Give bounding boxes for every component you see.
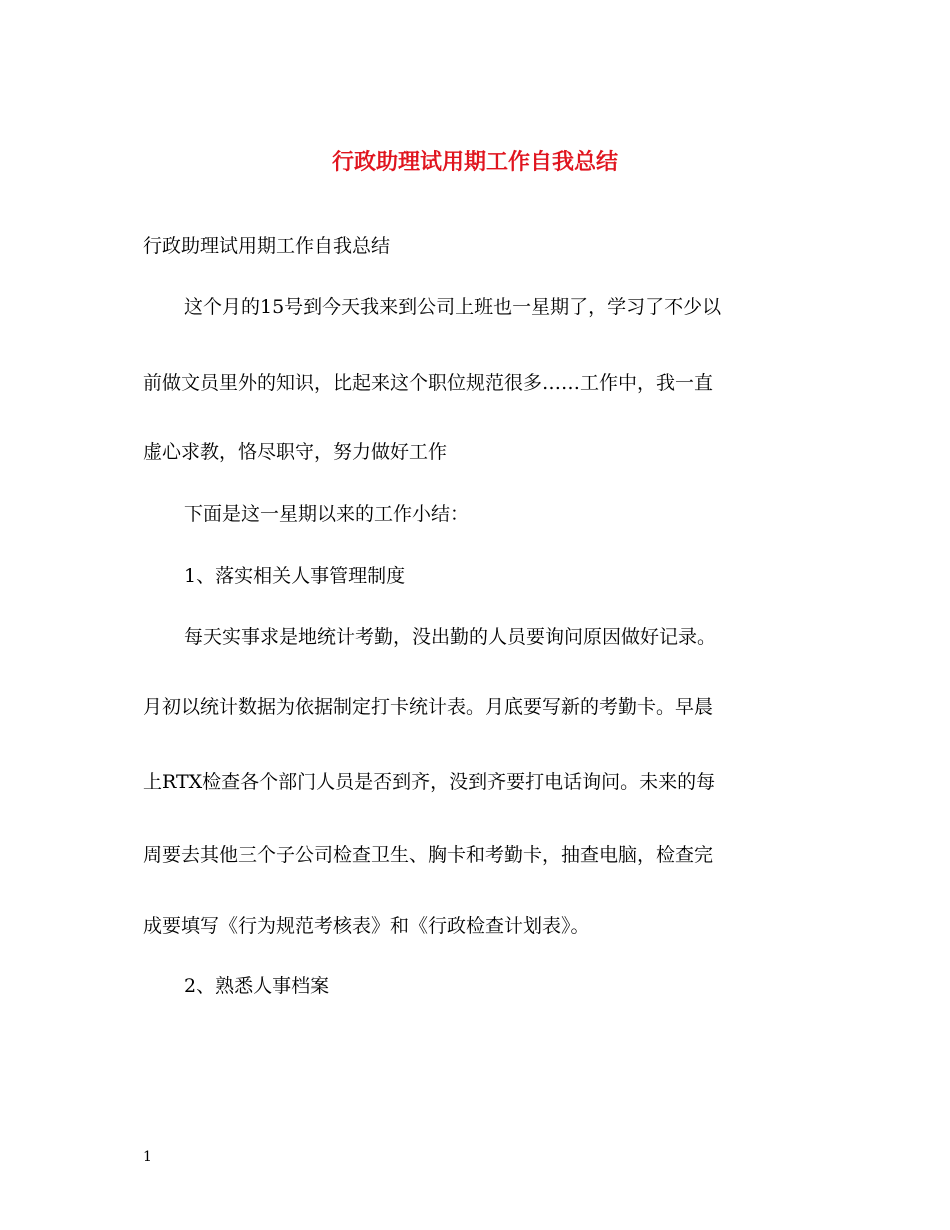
paragraph-line-8: 成要填写《行为规范考核表》和《行政检查计划表》。 xyxy=(143,915,590,937)
section-heading-2: 2、熟悉人事档案 xyxy=(184,975,330,997)
paragraph-line-5: 月初以统计数据为依据制定打卡统计表。月底要写新的考勤卡。早晨 xyxy=(143,696,714,718)
paragraph-line-2: 前做文员里外的知识，比起来这个职位规范很多……工作中，我一直 xyxy=(143,372,714,394)
paragraph-line-1: 这个月的15号到今天我来到公司上班也一星期了，学习了不少以 xyxy=(184,296,722,318)
document-title: 行政助理试用期工作自我总结 xyxy=(331,149,618,175)
paragraph-line-3: 虚心求教，恪尽职守，努力做好工作 xyxy=(143,441,448,463)
paragraph-line-4: 每天实事求是地统计考勤，没出勤的人员要询问原因做好记录。 xyxy=(184,626,717,648)
section-heading-1: 1、落实相关人事管理制度 xyxy=(184,565,406,587)
summary-intro: 下面是这一星期以来的工作小结： xyxy=(184,503,470,525)
paragraph-line-7: 周要去其他三个子公司检查卫生、胸卡和考勤卡，抽查电脑，检查完 xyxy=(143,844,714,866)
paragraph-line-6: 上RTX检查各个部门人员是否到齐，没到齐要打电话询问。未来的每 xyxy=(143,771,716,793)
document-subtitle: 行政助理试用期工作自我总结 xyxy=(143,235,391,257)
page-number: 1 xyxy=(143,1149,152,1165)
